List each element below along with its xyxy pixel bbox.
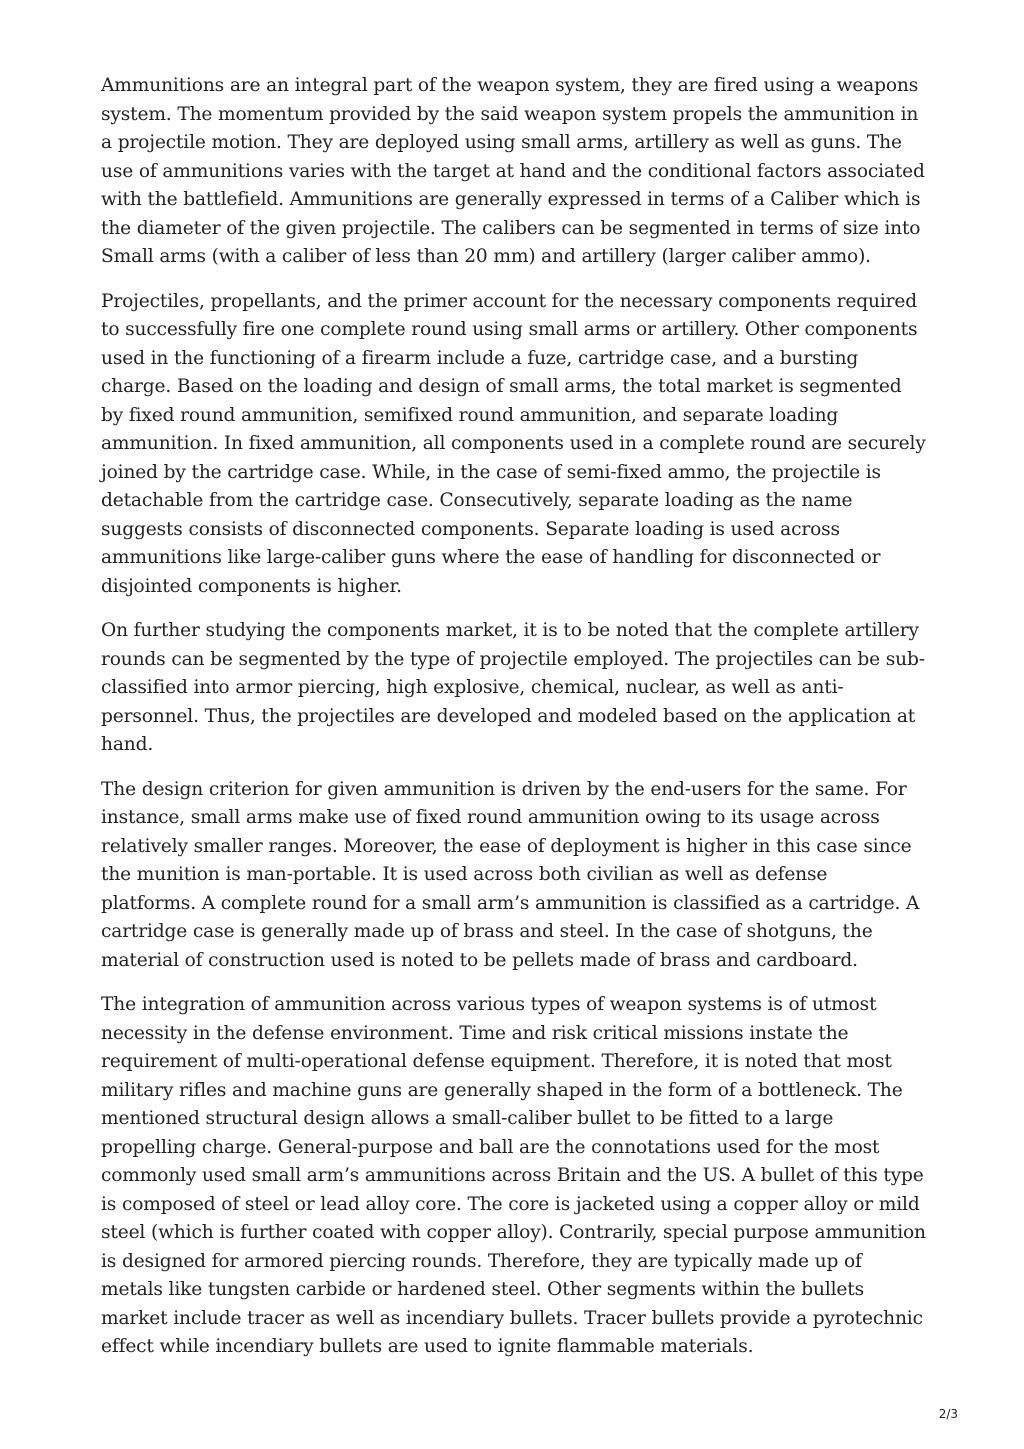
paragraph-4: The design criterion for given ammunition is driven by the end-users for the same. For instance, small arms make use of fixed round ammunition owing to its usage across relatively smaller ranges. Moreover, the ease of deployment is higher in this case since the munition is man-portable. It is used across both civilian as well as defense platforms. A complete round for a small arm’s ammunition is classified as a cartridge. A cartridge case is generally made up of brass and steel. In the case of shotguns, the material of construction used is noted to be pellets made of brass and cardboard. — [101, 778, 920, 971]
paragraph-1: Ammunitions are an integral part of the weapon system, they are fired using a weapons system. The momentum provided by the said weapon system propels the ammunition in a projectile motion. They are deployed using small arms, artillery as well as guns. The use of ammunitions varies with the target at hand and the conditional factors associated with the battlefield. Ammunitions are generally expressed in terms of a Caliber which is the diameter of the given projectile. The calibers can be segmented in terms of size into Small arms (with a caliber of less than 20 mm) and artillery (larger caliber ammo). — [101, 75, 925, 267]
paragraph-3: On further studying the components market, it is to be noted that the complete artillery rounds can be segmented by the type of projectile employed. The projectiles can be sub-classified into armor piercing, high explosive, chemical, nuclear, as well as anti-personnel. Thus, the projectiles are developed and modeled based on the application at hand. — [101, 620, 925, 755]
page-number: 2/3 — [938, 1407, 958, 1421]
article-body — [101, 72, 927, 1378]
paragraph-2: Projectiles, propellants, and the primer account for the necessary components required to successfully fire one complete round using small arms or artillery. Other components used in the functioning of a firearm include a fuze, cartridge case, and a bursting charge. Based on the loading and design of small arms, the total market is segmented by fixed round ammunition, semifixed round ammunition, and separate loading ammunition. In fixed ammunition, all components used in a complete round are securely joined by the cartridge case. While, in the case of semi-fixed ammo, the projectile is detachable from the cartridge case. Consecutively, separate loading as the name suggests consists of disconnected components. Separate loading is used across ammunitions like large-caliber guns where the ease of handling for disconnected or disjointed components is higher. — [101, 290, 926, 597]
paragraph-5: The integration of ammunition across various types of weapon systems is of utmost necessity in the defense environment. Time and risk critical missions instate the requirement of multi-operational defense equipment. Therefore, it is noted that most military rifles and machine guns are generally shaped in the form of a bottleneck. The mentioned structural design allows a small-caliber bullet to be fitted to a large propelling charge. General-purpose and ball are the connotations used for the most commonly used small arm’s ammunitions across Britain and the US. A bullet of this type is composed of steel or lead alloy core. The core is jacketed using a copper alloy or mild steel (which is further coated with copper alloy). Contrarily, special purpose ammunition is designed for armored piercing rounds. Therefore, they are typically made up of metals like tungsten carbide or hardened steel. Other segments within the bullets market include tracer as well as incendiary bullets. Tracer bullets provide a pyrotechnic effect while incendiary bullets are used to ignite flammable materials. — [101, 994, 926, 1357]
